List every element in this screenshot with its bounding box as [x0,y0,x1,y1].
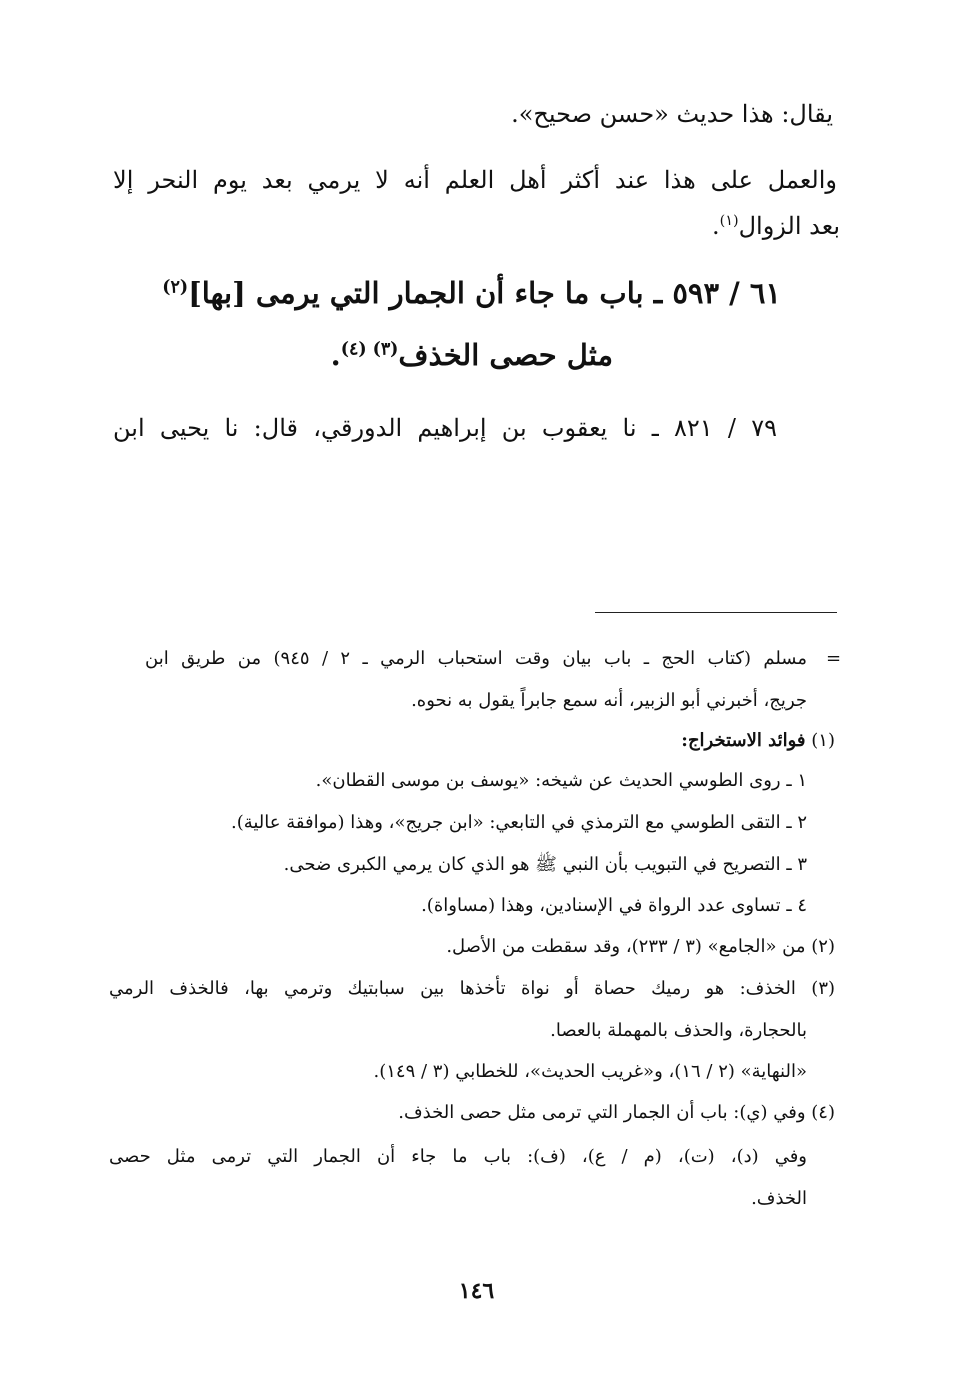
footnote-3-line-2: بالحجارة، والحذف بالمهملة بالعصا. [550,1020,807,1041]
chapter-heading-line-1 [161,276,781,310]
main-line-1-text: يقال: هذا حديث «حسن صحيح». [511,100,833,128]
footnote-ref-3-4: (٣) (٤) [340,339,399,360]
footnote-3-line-3: «النهاية» (٢ / ١٦)، و«غريب الحديث»، للخطابي (٣ / ١٤٩). [373,1061,807,1082]
footnote-1-item-3: ٣ ـ التصريح في التبويب بأن النبي ﷺ هو الذي كان يرمي الكبرى ضحى. [283,854,807,875]
footnote-ref-1: (١) [719,213,739,229]
footnote-1-item-1: ١ ـ روى الطوسي الحديث عن شيخه: «يوسف بن موسى القطان». [315,770,807,791]
chapter-heading-line-2 [313,338,613,372]
main-para-2-line-1 [113,166,837,194]
footnote-cont-line-2 [87,690,807,711]
continuation-marker: = [826,648,842,669]
footnote-cont-line-2-text: جريج، أخبرني أبو الزبير، أنه سمع جابراً يقول به نحوه. [411,690,807,711]
footnote-4-label: (٤) [811,1102,835,1123]
main-para-2-line-2 [120,212,840,240]
footnote-cont-line-1 [145,648,807,669]
hadith-line-1 [113,414,777,442]
main-line-1 [113,100,833,128]
footnote-2-text: من «الجامع» (٣ / ٢٣٣)، وقد سقطت من الأصل. [446,936,806,957]
footnote-separator [595,612,837,613]
footnote-4-line-1-text: وفي (ي): باب أن الجمار التي ترمى مثل حصى الخذف. [398,1102,806,1123]
footnote-cont-line-1-text: مسلم (كتاب الحج ـ باب بيان وقت استحباب الرمي ـ ٢ / ٩٤٥) من طريق ابن [145,648,807,669]
footnote-4-line-2-text: وفي (د)، (ت)، (م / ع)، (ف): باب ما جاء أن الجمار التي ترمى مثل حصى [109,1146,807,1167]
footnote-4-line-1 [115,1102,835,1123]
page-number: ١٤٦ [458,1278,495,1304]
footnote-1-title: فوائد الاستخراج: [681,730,806,751]
footnote-3-line-1 [109,978,835,999]
main-para-2-line-2-text: بعد الزوال [738,212,840,240]
footnote-1-item-2: ٢ ـ التقى الطوسي مع الترمذي في التابعي: «ابن جريج»، وهذا (موافقة عالية). [230,812,807,833]
footnote-1-label: (١) [811,730,835,751]
footnote-2-label: (٢) [811,936,835,957]
chapter-heading-line-2-text: مثل حصى الخذف [398,338,613,372]
chapter-heading-line-1-text: ٦١ / ٥٩٣ ـ باب ما جاء أن الجمار التي يرمى [بها] [188,276,781,310]
footnote-1-heading [115,730,835,751]
footnote-3-label: (٣) [811,978,836,999]
main-para-2-line-2-end: . [711,212,720,240]
chapter-heading-line-2-end: . [330,338,341,372]
footnote-ref-2: (٢) [162,277,189,298]
footnote-1-item-4: ٤ ـ تساوى عدد الرواة في الإسنادين، وهذا (مساواة). [421,895,807,916]
footnote-2 [115,936,835,957]
footnote-4-line-3: الخذف. [751,1188,807,1209]
footnote-3-line-1-text: الخذف: هو رميك حصاة أو نواة تأخذها بين سبابتيك وترمي بها، فالخذف الرمي [109,978,796,999]
main-para-2-line-1-text: والعمل على هذا عند أكثر أهل العلم أنه لا يرمي بعد يوم النحر إلا [113,166,837,194]
footnote-4-line-2 [109,1146,807,1167]
hadith-line-1-text: ٧٩ / ٨٢١ ـ نا يعقوب بن إبراهيم الدورقي، قال: نا يحيى ابن [113,414,777,442]
